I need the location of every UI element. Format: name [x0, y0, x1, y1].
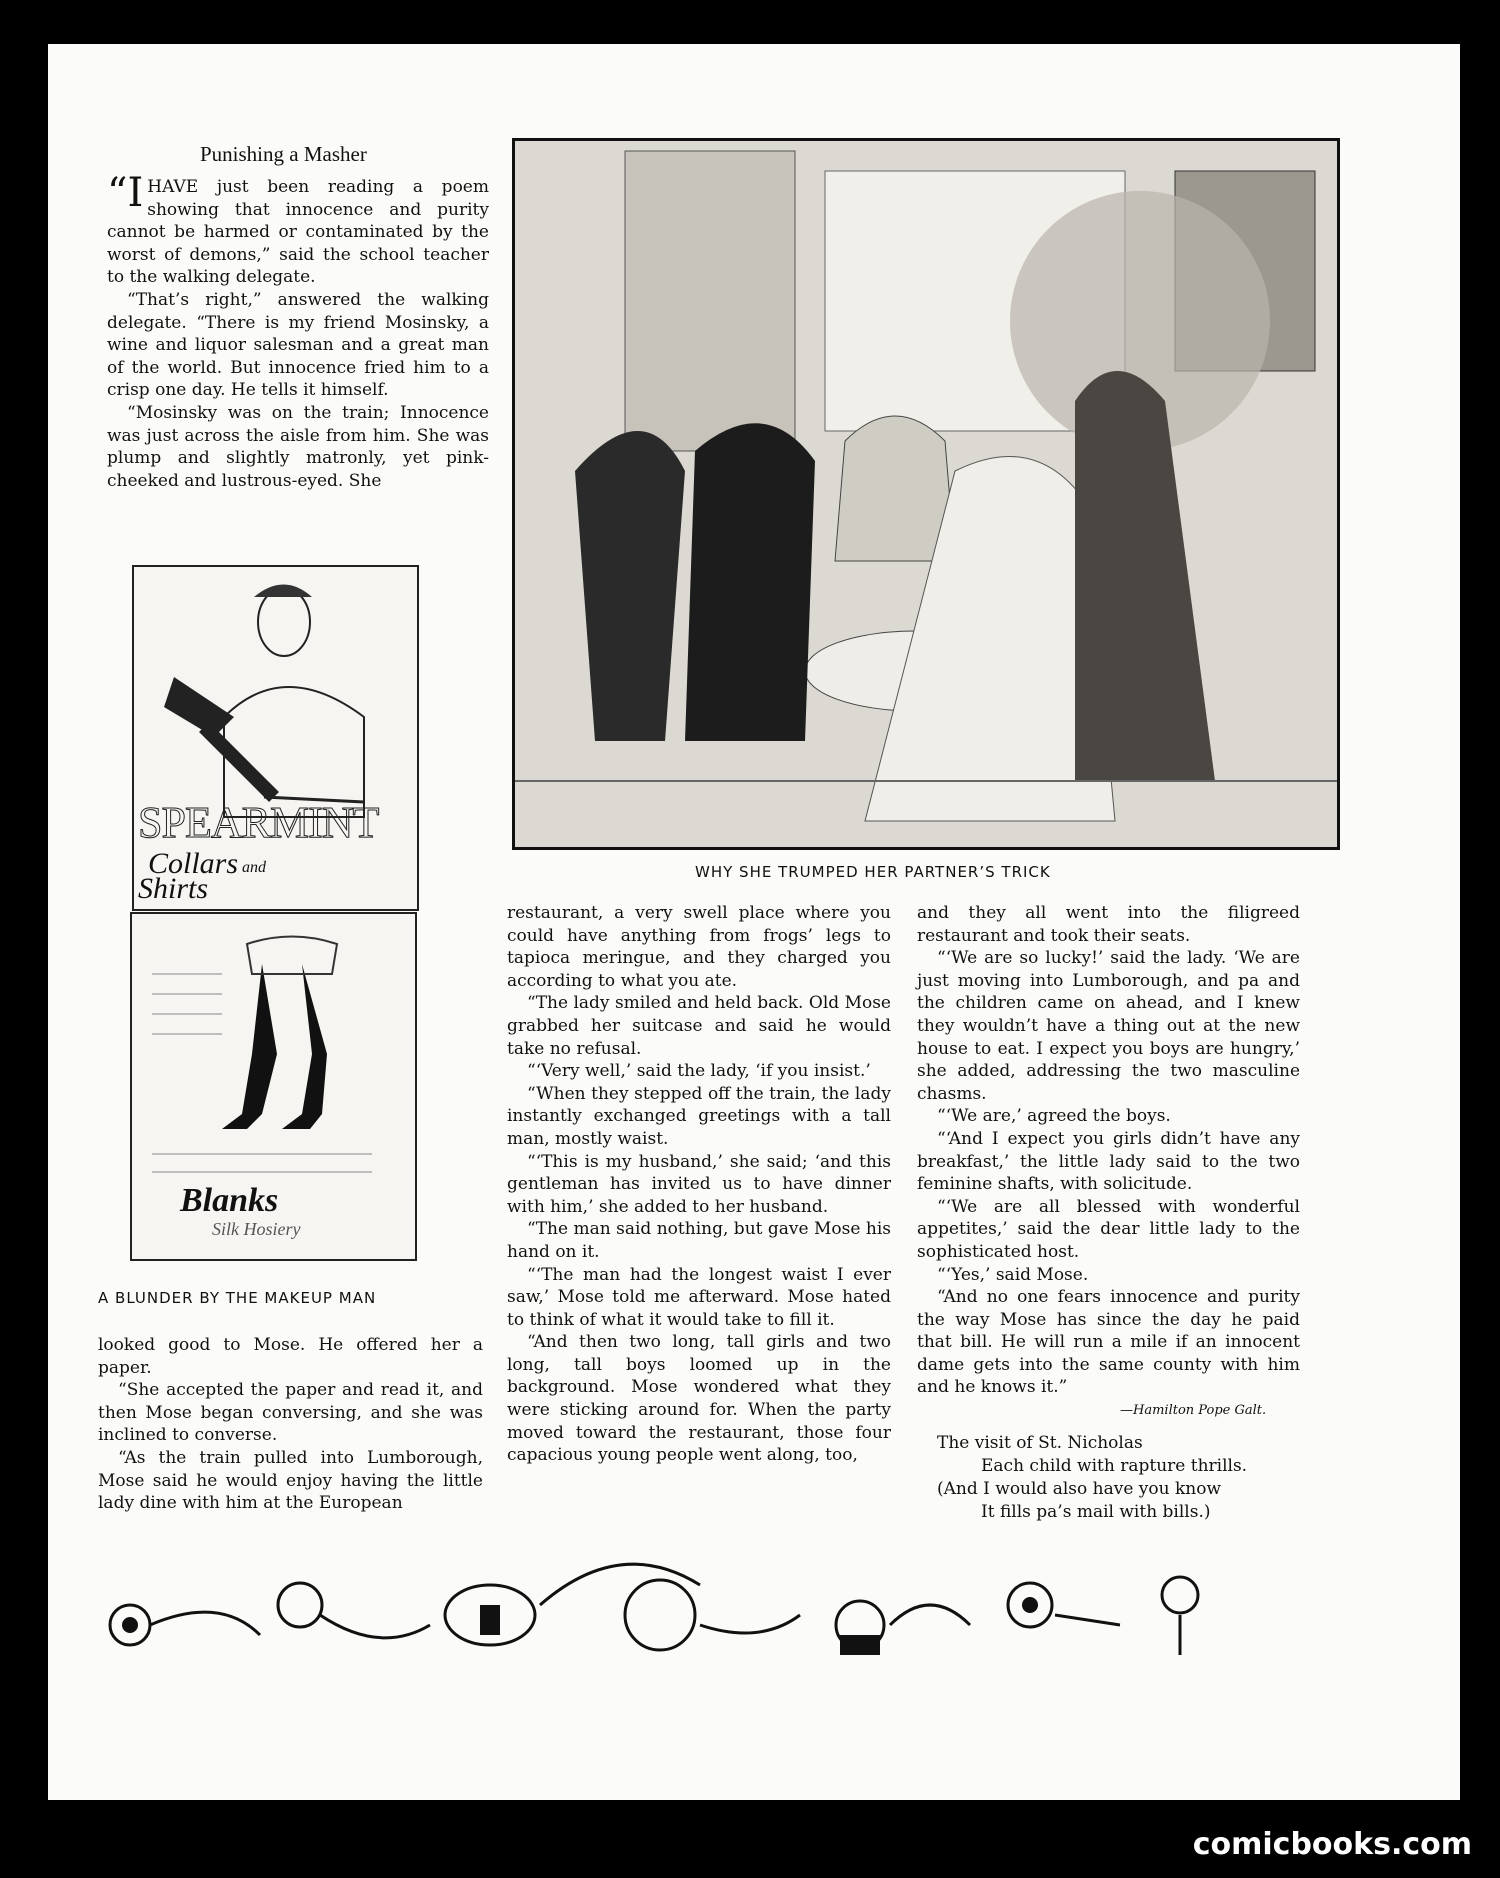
- article-title: Punishing a Masher: [200, 142, 367, 166]
- ad-sub-collars: Collars: [148, 847, 239, 880]
- paragraph: “‘Yes,’ said Mose.: [937, 1264, 1089, 1285]
- article-column-2: [507, 902, 891, 1467]
- paragraph: “The lady smiled and held back. Old Mose grabbed her suitcase and said he would take no refusal.: [507, 993, 891, 1059]
- poem-line: The visit of St. Nicholas: [937, 1433, 1143, 1453]
- card-table-scene-drawing: [515, 141, 1337, 847]
- ad-sub-shirts: Shirts: [138, 872, 209, 905]
- ad-sub-and: and: [242, 859, 266, 876]
- paragraph: “As the train pulled into Lumborough, Mose said he would enjoy having the little lady dine with him at the European: [98, 1447, 483, 1514]
- poem-line: (And I would also have you know: [937, 1479, 1222, 1499]
- paragraph: “‘This is my husband,’ she said; ‘and this gentleman has invited us to have dinner with him,’ she added to her husband.: [507, 1151, 891, 1217]
- paragraph: “‘We are all blessed with wonderful appetites,’ said the dear little lady to the sophisticated host.: [917, 1196, 1300, 1262]
- paragraph: “‘Very well,’ said the lady, ‘if you insist.’: [527, 1061, 871, 1082]
- ad-sub-silk-hosiery: Silk Hosiery: [212, 1219, 301, 1239]
- paragraph: “And no one fears innocence and purity the way Mose has since the day he paid that bill. He will run a mile if an innocent dame gets into the same county with him and he knows it.”: [917, 1287, 1300, 1398]
- illustration-caption: WHY SHE TRUMPED HER PARTNER’S TRICK: [695, 863, 1051, 881]
- blanks-hosiery-ad: [130, 912, 417, 1261]
- paragraph: “‘We are so lucky!’ said the lady. ‘We are just moving into Lumborough, and pa and the children came on ahead, and I knew they wouldn’t have a thing out at the new house to eat. I expect you boys are hungry,’ she added, addressing the two masculine chasms.: [917, 948, 1300, 1104]
- st-nicholas-poem: [937, 1432, 1247, 1524]
- cartoon-border-strip: [100, 1525, 1295, 1675]
- article-byline: —Hamilton Pope Galt.: [1120, 1403, 1267, 1418]
- paragraph: and they all went into the filigreed restaurant and took their seats.: [917, 903, 1300, 946]
- article-column-1-top: [107, 170, 489, 492]
- ad-brand-spearmint: SPEARMINT: [138, 798, 379, 847]
- ad-brand-blanks: Blanks: [180, 1182, 279, 1219]
- poem-line: Each child with rapture thrills.: [981, 1456, 1248, 1476]
- drop-cap: “I: [107, 170, 144, 216]
- paragraph: “When they stepped off the train, the lady instantly exchanged greetings with a tall man, mostly waist.: [507, 1083, 891, 1149]
- paragraph: “Mosinsky was on the train; Innocence was just across the aisle from him. She was plump and slightly matronly, yet pink-cheeked and lustrous-eyed. She: [107, 402, 489, 491]
- card-game-illustration: [512, 138, 1340, 850]
- paragraph: restaurant, a very swell place where you could have anything from frogs’ legs to tapioca meringue, and they charged you according to what you ate.: [507, 903, 891, 991]
- ads-caption: A BLUNDER BY THE MAKEUP MAN: [98, 1289, 377, 1307]
- paragraph: “That’s right,” answered the walking delegate. “There is my friend Mosinsky, a wine and liquor salesman and a great man of the world. But innocence fried him to a crisp one day. He tells it himself.: [107, 289, 489, 401]
- paragraph: “‘And I expect you girls didn’t have any breakfast,’ the little lady said to the two feminine shafts, with solicitude.: [917, 1128, 1300, 1195]
- paragraph: looked good to Mose. He offered her a paper.: [98, 1335, 483, 1378]
- poem-line: It fills pa’s mail with bills.): [981, 1502, 1211, 1522]
- paragraph: “She accepted the paper and read it, and then Mose began conversing, and she was inclined to converse.: [98, 1380, 483, 1446]
- paragraph: “IHAVE just been reading a poem showing that innocence and purity cannot be harmed or contaminated by the worst of demons,” said the school teacher to the walking delegate.: [107, 170, 489, 288]
- article-column-1-bottom: [98, 1334, 483, 1515]
- paragraph: “The man said nothing, but gave Mose his hand on it.: [507, 1219, 891, 1262]
- paragraph: “‘We are,’ agreed the boys.: [937, 1106, 1171, 1127]
- paragraph: “‘The man had the longest waist I ever saw,’ Mose told me afterward. Mose hated to think of what it would take to fill it.: [507, 1264, 891, 1330]
- watermark-logo: comicbooks.com: [1192, 1827, 1472, 1862]
- spearmint-collars-ad: [132, 565, 419, 911]
- paragraph: “And then two long, tall girls and two long, tall boys loomed up in the background. Mose wondered what they were sticking around for. When the party moved toward the restaurant, those four capacious young people went along, too,: [507, 1332, 891, 1466]
- article-column-3: [917, 902, 1300, 1399]
